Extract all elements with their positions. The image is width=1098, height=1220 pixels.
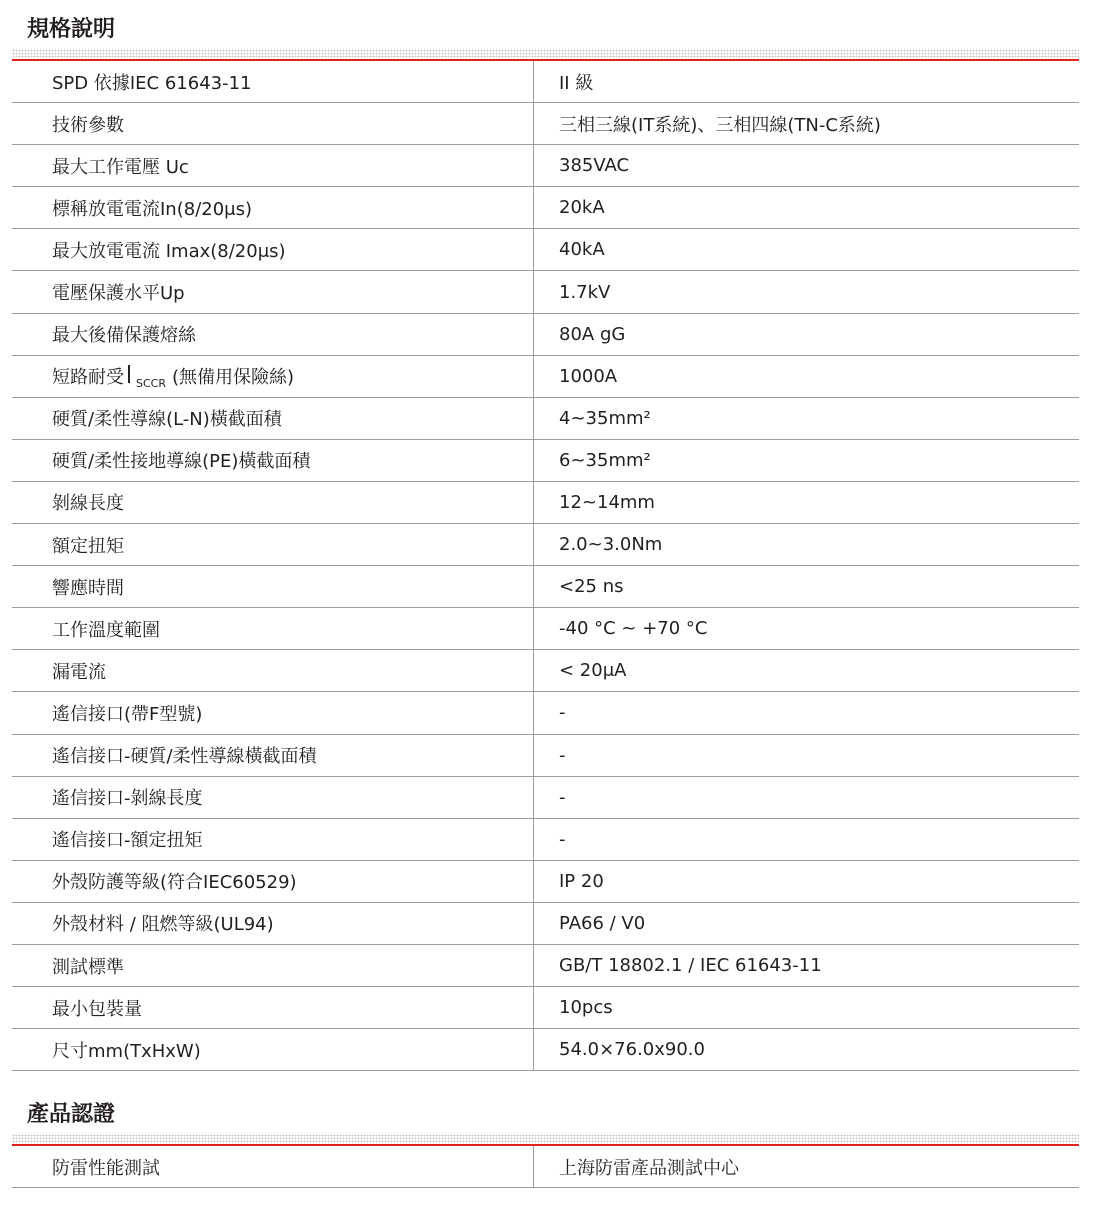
- table-row: [12, 440, 1079, 482]
- spec-label: 外殼材料 / 阻燃等級(UL94): [12, 903, 534, 944]
- spec-value: -: [559, 744, 566, 766]
- table-row: [12, 566, 1079, 608]
- spec-label: 標稱放電電流In(8/20μs): [12, 187, 534, 228]
- spec-value: 2.0~3.0Nm: [559, 534, 663, 556]
- spec-label: 遙信接口-額定扭矩: [12, 819, 534, 860]
- table-row: [12, 1029, 1079, 1071]
- spec-label: 遙信接口-硬質/柔性導線橫截面積: [12, 735, 534, 776]
- table-row: [12, 229, 1079, 271]
- spec-value: -: [559, 702, 566, 724]
- spec-label: 外殼防護等級(符合IEC60529): [12, 861, 534, 902]
- spec-value: 1.7kV: [559, 281, 611, 303]
- spec-value: 385VAC: [559, 155, 630, 177]
- spec-label: 剝線長度: [12, 482, 534, 523]
- spec-label: SPD 依據IEC 61643-11: [12, 61, 534, 102]
- spec-label: 遙信接口(帶F型號): [12, 692, 534, 733]
- table-row: [12, 903, 1079, 945]
- spec-value: IP 20: [559, 870, 604, 892]
- table-row: [12, 482, 1079, 524]
- spec-label: 最大放電電流 Imax(8/20μs): [12, 229, 534, 270]
- table-row: [12, 61, 1079, 103]
- spec-label: [12, 356, 534, 397]
- spec-value: 4~35mm²: [559, 407, 651, 429]
- spec-label: 最大工作電壓 Uc: [12, 145, 534, 186]
- cert-value: 上海防雷產品測試中心: [559, 1157, 739, 1179]
- specs-table: [12, 61, 1079, 1071]
- table-row: [12, 777, 1079, 819]
- table-row: [12, 314, 1079, 356]
- table-row: [12, 103, 1079, 145]
- spec-label: 硬質/柔性接地導線(PE)橫截面積: [12, 440, 534, 481]
- spec-label: 最小包裝量: [12, 987, 534, 1028]
- certs-table: [12, 1146, 1079, 1188]
- table-row: [12, 1146, 1079, 1188]
- cert-label: 防雷性能測試: [12, 1146, 534, 1187]
- spec-label: 額定扭矩: [12, 524, 534, 565]
- table-row: [12, 524, 1079, 566]
- spec-value: 80A gG: [559, 323, 626, 345]
- spec-label: 工作溫度範圍: [12, 608, 534, 649]
- spec-value: 20kA: [559, 197, 605, 219]
- current-symbol-bar: [128, 365, 130, 383]
- spec-value: -: [559, 786, 566, 808]
- table-row: [12, 819, 1079, 861]
- spec-value: 三相三線(IT系統)、三相四線(TN-C系統): [559, 114, 881, 136]
- table-row: [12, 271, 1079, 313]
- spec-value: GB/T 18802.1 / IEC 61643-11: [559, 955, 822, 977]
- table-row: [12, 987, 1079, 1029]
- spec-label: 尺寸mm(TxHxW): [12, 1029, 534, 1070]
- spec-label: 電壓保護水平Up: [12, 271, 534, 312]
- spec-label: 硬質/柔性導線(L-N)橫截面積: [12, 398, 534, 439]
- spec-value: -40 °C ~ +70 °C: [559, 618, 708, 640]
- spec-value: -: [559, 828, 566, 850]
- spec-label: 遙信接口-剝線長度: [12, 777, 534, 818]
- spec-label: 響應時間: [12, 566, 534, 607]
- table-row: [12, 945, 1079, 987]
- table-row: [12, 650, 1079, 692]
- certs-section-title: 產品認證: [27, 1102, 116, 1127]
- table-row: [12, 692, 1079, 734]
- spec-label: 技術參數: [12, 103, 534, 144]
- specs-section-title: 規格說明: [27, 17, 116, 42]
- table-row: [12, 398, 1079, 440]
- spec-value: 10pcs: [559, 997, 613, 1019]
- table-row: [12, 735, 1079, 777]
- spec-label: 漏電流: [12, 650, 534, 691]
- spec-value: 40kA: [559, 239, 605, 261]
- table-row: [12, 608, 1079, 650]
- dotted-divider: [12, 49, 1079, 58]
- spec-value: 12~14mm: [559, 491, 655, 513]
- spec-value: II 級: [559, 72, 594, 94]
- label-prefix: 短路耐受: [52, 367, 124, 389]
- spec-value: <25 ns: [559, 576, 624, 598]
- spec-value: 54.0×76.0x90.0: [559, 1039, 705, 1061]
- dotted-divider: [12, 1134, 1079, 1143]
- table-row: [12, 145, 1079, 187]
- label-suffix: (無備用保險絲): [172, 367, 295, 389]
- table-row: [12, 861, 1079, 903]
- spec-value: < 20μA: [559, 660, 627, 682]
- table-row: [12, 356, 1079, 398]
- spec-value: 1000A: [559, 365, 618, 387]
- spec-label: 最大後備保護熔絲: [12, 314, 534, 355]
- label-subscript: SCCR: [136, 376, 166, 390]
- spec-value: PA66 / V0: [559, 912, 646, 934]
- spec-label: 測試標準: [12, 945, 534, 986]
- spec-value: 6~35mm²: [559, 449, 651, 471]
- table-row: [12, 187, 1079, 229]
